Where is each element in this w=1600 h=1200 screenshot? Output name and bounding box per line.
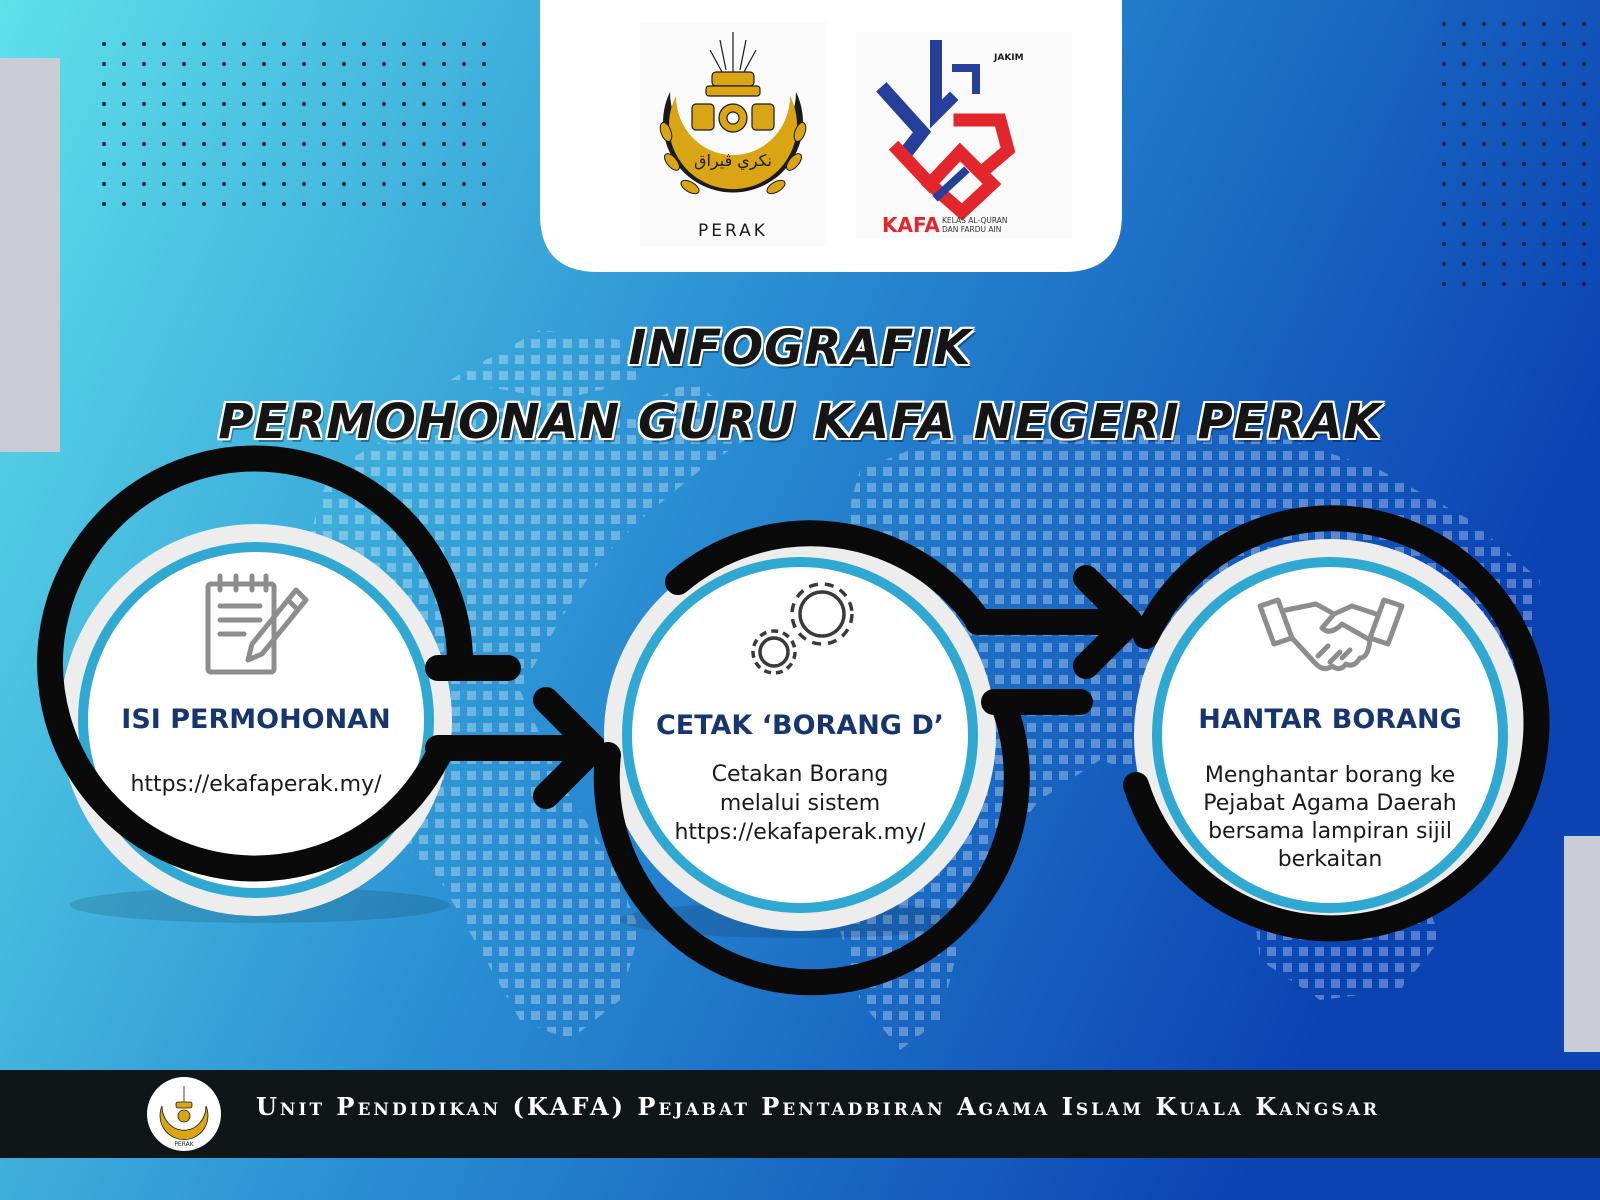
notepad-pen-icon xyxy=(200,570,310,680)
step-2-text-line: https://ekafaperak.my/ xyxy=(674,820,926,845)
gears-icon xyxy=(746,572,866,682)
step-2-text-line: melalui sistem xyxy=(719,791,881,816)
kafa-logo-caption-1: KELAS AL-QURAN xyxy=(942,216,1008,225)
step-3-text-line: Menghantar borang ke xyxy=(1204,763,1456,788)
step-1-text xyxy=(86,770,426,799)
kafa-logo-agency: JAKIM xyxy=(994,53,1024,63)
title-line-1: INFOGRAFIK xyxy=(628,320,972,376)
step-3-title: HANTAR BORANG xyxy=(1198,704,1462,735)
perak-logo-script: نكري ڤيراق xyxy=(694,151,772,170)
footer-perak-logo xyxy=(146,1076,222,1152)
footer-text: Unit Pendidikan (KAFA) Pejabat Pentadbiran Agama Islam Kuala Kangsar xyxy=(256,1092,1381,1121)
step-3-text-line: Pejabat Agama Daerah xyxy=(1203,791,1457,816)
step-2-title: CETAK ‘BORANG D’ xyxy=(655,710,945,741)
step-2-text-line: Cetakan Borang xyxy=(711,762,889,787)
step-1-text-line: https://ekafaperak.my/ xyxy=(130,772,382,797)
handshake-icon xyxy=(1256,592,1406,682)
title-line-2: PERMOHONAN GURU KAFA NEGERI PERAK xyxy=(218,394,1382,450)
perak-logo-text: PERAK xyxy=(698,221,768,241)
step-3-text xyxy=(1160,762,1500,874)
footer-logo-text: PERAK xyxy=(174,1141,194,1148)
step-3-text-line: berkaitan xyxy=(1277,847,1383,872)
step-1-title: ISI PERMOHONAN xyxy=(121,704,391,735)
kafa-logo-caption-2: DAN FARDU AIN xyxy=(942,225,1002,234)
kafa-logo-name: KAFA xyxy=(882,213,940,237)
step-3-text-line: bersama lampiran sijil xyxy=(1208,819,1452,844)
step-2-text xyxy=(630,760,970,847)
